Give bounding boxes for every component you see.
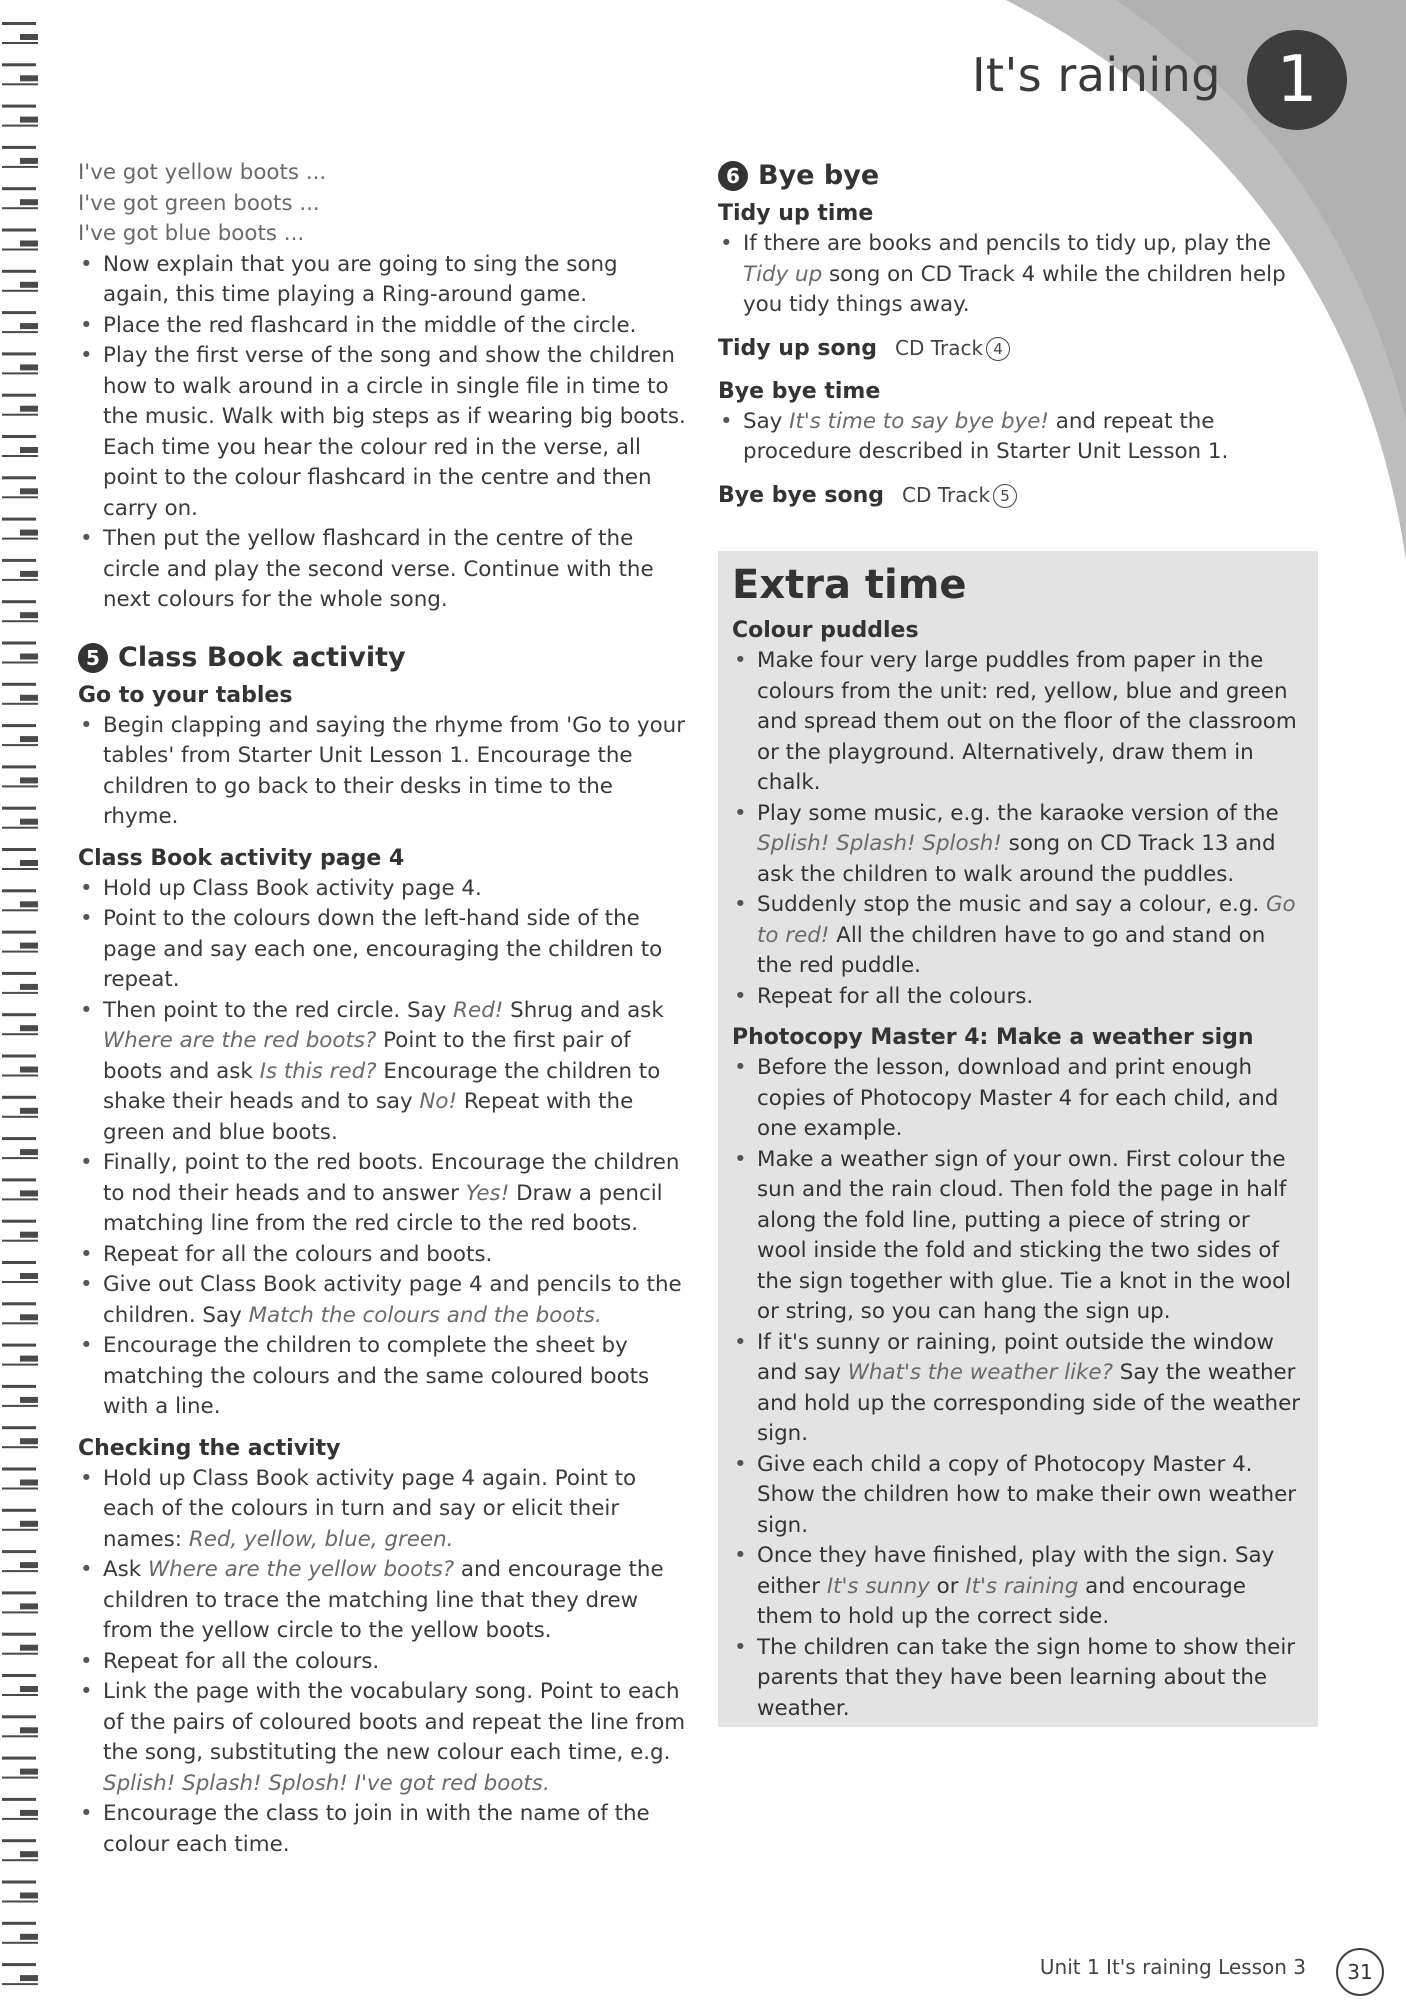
list-item: • Begin clapping and saying the rhyme from 'Go to your tables' from Starter Unit Lesson 1. Encourage the children to go back to their desks in time to the rhyme. [78,711,688,833]
list-item: • Once they have finished, play with the sign. Say either It's sunny or It's raining and encourage them to hold up the correct side. [732,1541,1304,1633]
list-item: • Hold up Class Book activity page 4 again. Point to each of the colours in turn and say or elicit their names: Red, yellow, blue, green. [78,1464,688,1556]
section-title: Class Book activity [118,641,406,673]
subheading: Go to your tables [78,682,293,708]
intro-list [78,250,688,616]
list-item: • If there are books and pencils to tidy up, play the Tidy up song on CD Track 4 while the children help you tidy things away. [718,229,1318,321]
section-5-heading [78,640,688,676]
go-to-tables-list [78,711,688,833]
unit-number-badge: 1 [1247,30,1347,130]
list-item: • Now explain that you are going to sing the song again, this time playing a Ring-around game. [78,250,688,311]
list-item: • Ask Where are the yellow boots? and encourage the children to trace the matching line that they drew from the yellow circle to the yellow boots. [78,1555,688,1647]
list-item: • If it's sunny or raining, point outside the window and say What's the weather like? Say the weather and hold up the corresponding side of the weather sign. [732,1328,1304,1450]
list-item: • Repeat for all the colours. [78,1647,688,1678]
list-item: • Encourage the children to complete the sheet by matching the colours and the same coloured boots with a line. [78,1331,688,1423]
song-line: I've got green boots ... [78,190,320,216]
list-item: • Repeat for all the colours. [732,982,1304,1013]
list-item: • Then point to the red circle. Say Red! Shrug and ask Where are the red boots? Point to the first pair of boots and ask Is this red? Encourage the children to shake their heads and to say No! Repeat with the green and blue boots. [78,996,688,1149]
list-item: • Say It's time to say bye bye! and repeat the procedure described in Starter Unit Lesson 1. [718,407,1318,468]
list-item: • Make four very large puddles from paper in the colours from the unit: red, yellow, blue and green and spread them out on the floor of the classroom or the playground. Alternatively, draw them in chalk. [732,646,1304,799]
song-line: I've got blue boots ... [78,221,305,246]
list-item: • Then put the yellow flashcard in the centre of the circle and play the second verse. Continue with the next colours for the whole song. [78,524,688,616]
class-book-list [78,874,688,1423]
unit-title: It's raining [971,48,1221,102]
track-number-circle: 5 [993,484,1017,508]
left-column [78,158,688,1860]
cd-track-label: CD Track 4 [895,336,1010,360]
list-item: • Link the page with the vocabulary song. Point to each of the pairs of coloured boots and repeat the line from the song, substituting the new colour each time, e.g. Splish! Splash! Splosh! I've got red boots. [78,1677,688,1799]
list-item: • Play some music, e.g. the karaoke version of the Splish! Splash! Splosh! song on CD Track 13 and ask the children to walk around the puddles. [732,799,1304,891]
section-number-badge: 5 [78,643,108,673]
tidy-song-heading: Tidy up song CD Track 4 [718,333,1318,364]
section-title: Bye bye [758,160,880,191]
subheading: Checking the activity [78,1435,341,1461]
checking-list [78,1464,688,1861]
list-item: • Make a weather sign of your own. First colour the sun and the rain cloud. Then fold the page in half along the fold line, putting a piece of string or wool inside the fold and sticking the two sides of the sign together with glue. Tie a knot in the wool or string, so you can hang the sign up. [732,1145,1304,1328]
subheading: Class Book activity page 4 [78,845,405,871]
list-item: • Play the first verse of the song and show the children how to walk around in a circle in single file in time to the music. Walk with big steps as if wearing big boots. Each time you hear the colour red in the verse, all point to the colour flashcard in the centre and then carry on. [78,341,688,524]
right-column [718,158,1318,511]
puddles-list [732,646,1304,1012]
tidy-list [718,229,1318,321]
list-item: • Hold up Class Book activity page 4. [78,874,688,905]
list-item: • Point to the colours down the left-hand side of the page and say each one, encouraging the children to repeat. [78,904,688,996]
list-item: • Place the red flashcard in the middle of the circle. [78,311,688,342]
bye-list [718,407,1318,468]
list-item: • Give each child a copy of Photocopy Master 4. Show the children how to make their own weather sign. [732,1450,1304,1542]
list-item: • Before the lesson, download and print enough copies of Photocopy Master 4 for each child, and one example. [732,1053,1304,1145]
extra-time-box [718,551,1318,1727]
list-item: • The children can take the sign home to show their parents that they have been learning about the weather. [732,1633,1304,1725]
section-6-heading [718,158,1318,194]
photocopy-list [732,1053,1304,1724]
list-item: • Finally, point to the red boots. Encourage the children to nod their heads and to answer Yes! Draw a pencil matching line from the red circle to the red boots. [78,1148,688,1240]
page-footer: Unit 1 It's raining Lesson 3 [1039,1955,1306,1979]
song-line: I've got yellow boots ... [78,160,327,185]
bye-song-heading: Bye bye song CD Track 5 [718,480,1318,511]
subheading: Photocopy Master 4: Make a weather sign [732,1025,1254,1050]
subheading: Tidy up time [718,201,874,226]
list-item: • Repeat for all the colours and boots. [78,1240,688,1271]
spiral-binding [0,0,44,2000]
section-number-badge: 6 [718,161,748,191]
list-item: • Give out Class Book activity page 4 and pencils to the children. Say Match the colours and the boots. [78,1270,688,1331]
page-number: 31 [1336,1948,1384,1996]
list-item: • Encourage the class to join in with the name of the colour each time. [78,1799,688,1860]
extra-time-title: Extra time [732,562,967,608]
list-item: • Suddenly stop the music and say a colour, e.g. Go to red! All the children have to go and stand on the red puddle. [732,890,1304,982]
subheading: Bye bye time [718,378,881,404]
cd-track-label: CD Track 5 [902,483,1017,507]
subheading: Colour puddles [732,618,919,643]
track-number-circle: 4 [986,337,1010,361]
